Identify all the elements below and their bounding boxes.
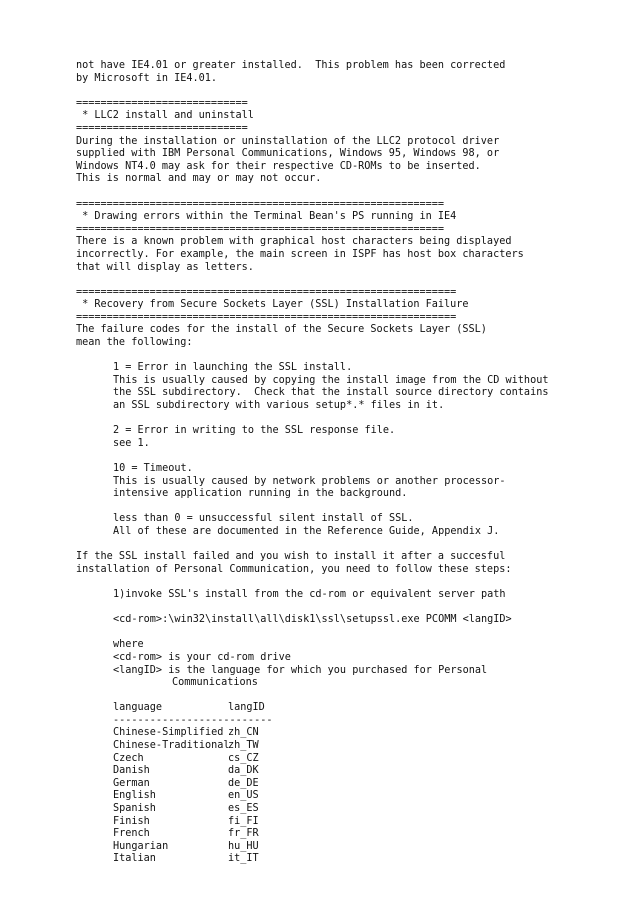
error-code-line: the SSL subdirectory. Check that the install source directory contains (113, 387, 549, 399)
lang-name-cell: German (113, 777, 150, 789)
section-rule: ============================ (76, 122, 248, 134)
spacer (76, 602, 616, 615)
section-title-llc2: * LLC2 install and uninstall (76, 110, 254, 122)
error-code-line: This is usually caused by copying the install image from the CD without (113, 374, 549, 386)
spacer (76, 690, 616, 703)
body-line: installation of Personal Communication, you need to follow these steps: (76, 563, 512, 575)
error-code-line: less than 0 = unsuccessful silent install of SSL. (113, 513, 414, 525)
where-label: where (113, 639, 144, 651)
lang-name-cell: English (113, 790, 156, 802)
intro-line: by Microsoft in IE4.01. (76, 72, 218, 84)
table-row (76, 790, 616, 803)
lang-table-header (76, 702, 616, 715)
section-rule: ============================================================== (76, 311, 457, 323)
table-row (76, 753, 616, 766)
lang-name-cell: Chinese-Simplified (113, 727, 224, 739)
where-line: Communications (172, 677, 258, 689)
error-code-line: intensive application running in the background. (113, 488, 408, 500)
spacer (76, 413, 616, 426)
table-row (76, 765, 616, 778)
install-command: <cd-rom>:\win32\install\all\disk1\ssl\setupssl.exe PCOMM <langID> (113, 614, 512, 626)
lang-id-cell: zh_TW (228, 740, 259, 752)
lang-id-cell: fi_FI (228, 815, 259, 827)
error-code-line: 10 = Timeout. (113, 463, 193, 474)
lang-header-language: language (113, 702, 163, 714)
lang-table-body (76, 727, 616, 866)
spacer (76, 350, 616, 363)
lang-header-langid: langID (228, 702, 265, 714)
spacer (76, 186, 616, 199)
table-row (76, 853, 616, 866)
lang-name-cell: Danish (113, 765, 150, 777)
lang-name-cell: Chinese-Traditional (113, 740, 230, 752)
body-line: If the SSL install failed and you wish to install it after a succesful (76, 551, 506, 563)
body-line: supplied with IBM Personal Communications, Windows 95, Windows 98, or (76, 148, 500, 160)
lang-id-cell: hu_HU (228, 840, 259, 852)
lang-id-cell: da_DK (228, 765, 259, 777)
lang-name-cell: Spanish (113, 803, 156, 815)
lang-id-cell: es_ES (228, 803, 259, 815)
body-line: During the installation or uninstallation of the LLC2 protocol driver (76, 135, 500, 147)
table-row (76, 740, 616, 753)
table-row (76, 828, 616, 841)
document-page (76, 60, 616, 866)
error-code-line: an SSL subdirectory with various setup*.* files in it. (113, 400, 445, 412)
error-code-line: All of these are documented in the Reference Guide, Appendix J. (113, 525, 500, 537)
lang-id-cell: cs_CZ (228, 752, 259, 764)
body-line: Windows NT4.0 may ask for their respective CD-ROMs to be inserted. (76, 160, 481, 172)
section-title-drawing: * Drawing errors within the Terminal Bean's PS running in IE4 (76, 211, 457, 223)
body-line: incorrectly. For example, the main screen in ISPF has host box characters (76, 248, 524, 260)
table-row (76, 803, 616, 816)
table-row (76, 778, 616, 791)
spacer (76, 627, 616, 640)
body-line: There is a known problem with graphical host characters being displayed (76, 236, 512, 248)
section-title-ssl: * Recovery from Secure Sockets Layer (SSL) Installation Failure (76, 299, 469, 311)
body-line: that will display as letters. (76, 261, 254, 273)
error-code-line: 2 = Error in writing to the SSL response file. (113, 425, 396, 437)
lang-name-cell: Finish (113, 815, 150, 827)
where-line: <langID> is the language for which you purchased for Personal (113, 664, 488, 676)
section-rule: ============================================================ (76, 223, 445, 235)
section-rule: ============================ (76, 97, 248, 109)
body-line: mean the following: (76, 337, 193, 349)
lang-id-cell: fr_FR (228, 828, 259, 840)
spacer (76, 501, 616, 514)
lang-table-divider: -------------------------- (113, 714, 273, 726)
spacer (76, 539, 616, 552)
error-code-line: This is usually caused by network problems or another processor- (113, 475, 506, 487)
lang-id-cell: de_DE (228, 777, 259, 789)
table-row (76, 841, 616, 854)
table-row (76, 727, 616, 740)
body-line: This is normal and may or may not occur. (76, 173, 322, 185)
section-rule: ============================================================ (76, 198, 445, 210)
lang-name-cell: Czech (113, 752, 144, 764)
spacer (76, 274, 616, 287)
spacer (76, 450, 616, 463)
lang-id-cell: en_US (228, 790, 259, 802)
install-step: 1)invoke SSL's install from the cd-rom or equivalent server path (113, 588, 506, 600)
lang-id-cell: zh_CN (228, 727, 259, 739)
body-line: The failure codes for the install of the Secure Sockets Layer (SSL) (76, 324, 487, 336)
table-row (76, 816, 616, 829)
error-code-line: 1 = Error in launching the SSL install. (113, 362, 353, 374)
spacer (76, 85, 616, 98)
lang-name-cell: French (113, 828, 150, 840)
section-rule: ============================================================== (76, 286, 457, 298)
lang-name-cell: Italian (113, 853, 156, 865)
error-code-line: see 1. (113, 437, 150, 449)
lang-id-cell: it_IT (228, 853, 259, 865)
lang-name-cell: Hungarian (113, 840, 169, 852)
where-line: <cd-rom> is your cd-rom drive (113, 651, 291, 663)
intro-line: not have IE4.01 or greater installed. This problem has been corrected (76, 60, 506, 71)
spacer (76, 576, 616, 589)
